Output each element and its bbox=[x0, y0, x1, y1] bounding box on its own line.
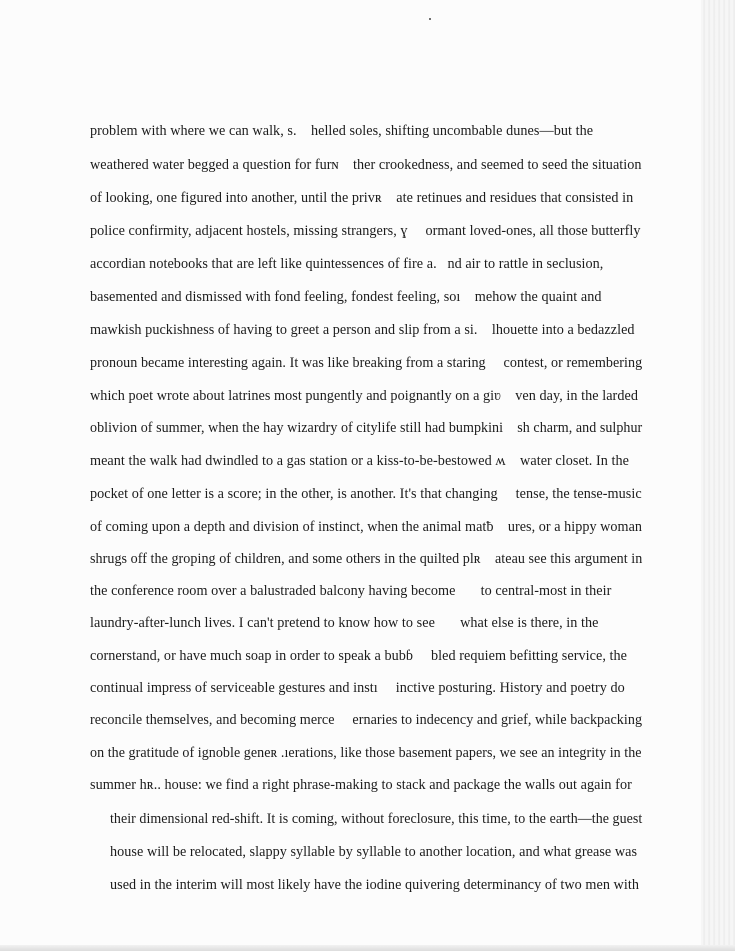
scan-right-edge bbox=[701, 0, 735, 951]
text-line-2: weathered water begged a question for furɴ ther crookedness, and seemed to seed the situation bbox=[90, 157, 642, 173]
text-line-21: summer hʀ.. house: we find a right phrase-making to stack and package the walls out again for bbox=[90, 777, 632, 793]
text-line-19: reconcile themselves, and becoming merce ernaries to indecency and grief, while backpacking bbox=[90, 712, 643, 728]
text-line-5: accordian notebooks that are left like quintessences of fire a. nd air to rattle in seclusion, bbox=[90, 256, 604, 272]
text-line-13: of coming upon a depth and division of instinct, when the animal matƀ ures, or a hippy woman bbox=[90, 519, 643, 535]
text-line-6: basemented and dismissed with fond feeling, fondest feeling, soı mehow the quaint and bbox=[90, 289, 602, 305]
text-line-11: meant the walk had dwindled to a gas station or a kiss-to-be-bestowed ʍ water closet. In the bbox=[90, 453, 629, 469]
text-line-9: which poet wrote about latrines most pungently and poignantly on a giʋ ven day, in the larded bbox=[90, 388, 638, 404]
text-line-8: pronoun became interesting again. It was like breaking from a staring contest, or remembering bbox=[90, 355, 643, 371]
text-line-1: problem with where we can walk, s. helled soles, shifting uncombable dunes—but the bbox=[90, 123, 594, 139]
text-line-10: oblivion of summer, when the hay wizardry of citylife still had bumpkini sh charm, and sulphur bbox=[90, 420, 643, 436]
text-line-4: police confirmity, adjacent hostels, missing strangers, ɣ ormant loved-ones, all those butterfly bbox=[90, 223, 641, 239]
text-line-16: laundry-after-lunch lives. I can't pretend to know how to see what else is there, in the bbox=[90, 615, 599, 631]
text-line-15: the conference room over a balustraded balcony having become to central-most in their bbox=[90, 583, 612, 599]
text-line-24: used in the interim will most likely have the iodine quivering determinancy of two men with bbox=[110, 877, 639, 893]
text-line-22: their dimensional red-shift. It is coming, without foreclosure, this time, to the earth—the guest bbox=[110, 811, 643, 827]
text-line-14: shrugs off the groping of children, and some others in the quilted plʀ ateau see this argument in bbox=[90, 551, 643, 567]
text-line-18: continual impress of serviceable gestures and instı inctive posturing. History and poetry do bbox=[90, 680, 625, 696]
text-line-7: mawkish puckishness of having to greet a person and slip from a si. lhouette into a bedazzled bbox=[90, 322, 635, 338]
scan-bottom-edge bbox=[0, 945, 735, 951]
text-line-12: pocket of one letter is a score; in the other, is another. It's that changing tense, the tense-music bbox=[90, 486, 642, 502]
text-line-23: house will be relocated, slappy syllable by syllable to another location, and what grease was bbox=[110, 844, 638, 860]
page-speck bbox=[429, 18, 431, 20]
text-line-3: of looking, one figured into another, until the privʀ ate retinues and residues that consisted in bbox=[90, 190, 634, 206]
text-line-20: on the gratitude of ignoble geneʀ .ıerations, like those basement papers, we see an integrity in the bbox=[90, 745, 642, 761]
text-line-17: cornerstand, or have much soap in order to speak a bubɓ bled requiem befitting service, the bbox=[90, 648, 628, 664]
